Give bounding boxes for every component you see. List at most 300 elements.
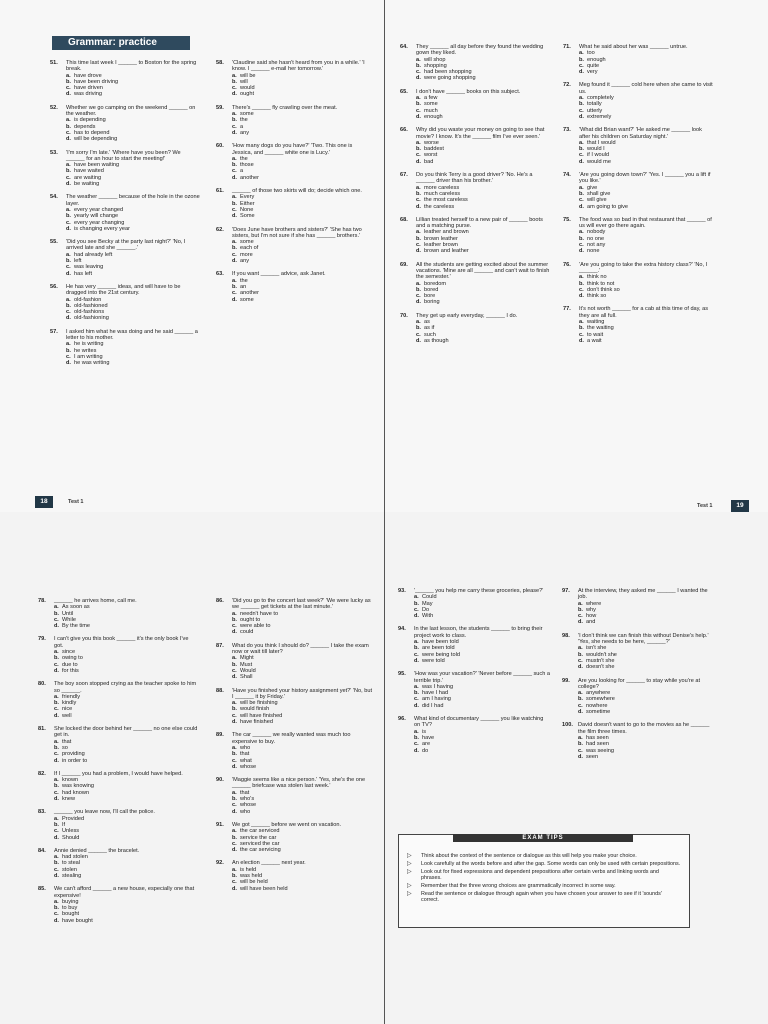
question-stem	[216, 227, 368, 240]
option-letter: d.	[232, 296, 237, 303]
answer-option	[563, 159, 713, 165]
option-text: seen	[586, 753, 599, 760]
question-text: She locked the door behind her ______ no one else could get in.	[54, 726, 198, 739]
option-letter: d.	[54, 872, 59, 879]
question-text: If you want ______ advice, ask Janet.	[232, 271, 326, 278]
option-letter: b.	[232, 796, 237, 803]
question-number: 74.	[563, 172, 571, 179]
option-letter: c.	[232, 290, 237, 297]
page-number-right: 19	[731, 500, 749, 512]
footer-label-left: Test 1	[68, 499, 84, 505]
option-text: was leaving	[74, 264, 104, 271]
question-number: 77.	[563, 306, 571, 313]
answer-option	[38, 758, 198, 764]
question-number: 94.	[398, 626, 406, 633]
option-text: left	[74, 258, 82, 265]
option-letter: d.	[579, 337, 584, 344]
option-text: that	[240, 751, 250, 758]
option-text: will give	[587, 197, 607, 204]
option-text: If	[62, 821, 66, 828]
option-text: have driven	[74, 85, 103, 92]
option-letter: a.	[232, 700, 237, 707]
option-text: that I would	[587, 139, 616, 146]
option-text: is	[422, 728, 427, 735]
answer-option	[216, 809, 372, 815]
option-letter: d.	[579, 293, 584, 300]
option-letter: c.	[578, 702, 583, 709]
option-text: as	[424, 318, 430, 325]
question-number: 89.	[216, 732, 224, 739]
option-letter: b.	[232, 706, 237, 713]
answer-option	[562, 709, 712, 715]
option-text: to buy	[62, 905, 78, 912]
option-letter: c.	[414, 651, 419, 658]
question-number: 59.	[216, 104, 224, 111]
question-number: 58.	[216, 60, 224, 66]
option-text: don't think so	[587, 286, 620, 293]
option-letter: b.	[416, 286, 421, 293]
option-text: has seen	[586, 734, 609, 741]
question-number: 61.	[216, 188, 224, 195]
option-text: more careless	[424, 184, 460, 191]
answer-option	[216, 175, 368, 181]
option-letter: a.	[579, 184, 584, 191]
option-letter: b.	[414, 645, 419, 652]
question-number: 56.	[50, 283, 58, 290]
option-text: the	[240, 277, 248, 284]
question-item	[398, 671, 550, 709]
option-text: are waiting	[74, 174, 102, 181]
option-letter: b.	[232, 162, 237, 169]
option-letter: c.	[66, 264, 71, 271]
option-letter: d.	[416, 299, 421, 306]
question-stem	[216, 60, 368, 73]
option-letter: d.	[66, 270, 71, 277]
option-letter: d.	[579, 113, 584, 120]
question-number: 88.	[216, 687, 224, 694]
question-stem	[563, 217, 713, 230]
option-letter: c.	[579, 242, 584, 249]
option-text: yearly will change	[74, 213, 119, 220]
option-letter: b.	[578, 606, 583, 613]
question-text: If I ______ you had a problem, I would have helped.	[54, 770, 183, 777]
exam-tip-item	[407, 891, 681, 903]
question-text: 'How many dogs do you have?' 'Two. This one is Jessica, and ______ white one is Lucy.'	[232, 143, 353, 156]
question-text: 'Are you going down town?' 'Yes. I ______ you a lift if you like.'	[579, 172, 711, 185]
question-item	[50, 60, 200, 98]
question-text: Meg found it ______ cold here when she came to visit us.	[579, 82, 713, 95]
option-text: not any	[587, 242, 606, 249]
question-text: They ______ all day before they found the wedding gown they liked.	[416, 44, 544, 57]
answer-option	[216, 674, 372, 680]
option-letter: c.	[416, 197, 421, 204]
option-text: mustn't she	[586, 657, 615, 664]
question-stem	[38, 886, 198, 899]
option-text: have bought	[62, 917, 93, 924]
option-text: waiting	[587, 318, 605, 325]
option-text: have been waiting	[74, 162, 120, 169]
option-text: Should	[62, 834, 80, 841]
option-text: have been driving	[74, 78, 119, 85]
option-text: had been shopping	[424, 69, 472, 76]
option-text: nice	[62, 706, 73, 713]
option-letter: b.	[54, 700, 59, 707]
option-text: old-fashions	[74, 309, 105, 316]
option-letter: d.	[579, 248, 584, 255]
option-text: are	[422, 741, 431, 748]
option-text: is depending	[74, 117, 106, 124]
option-text: a wait	[587, 337, 602, 344]
option-text: ought to	[240, 616, 261, 623]
question-text: There's ______ fly crawling over the meat.	[232, 104, 338, 111]
option-letter: d.	[54, 623, 59, 630]
option-letter: d.	[416, 203, 421, 210]
option-text: was seeing	[586, 747, 614, 754]
question-number: 72.	[563, 82, 571, 89]
answer-option	[563, 204, 713, 210]
option-text: will	[240, 78, 248, 85]
question-column	[400, 44, 550, 351]
exam-tip-text: Remember that the three wrong choices are grammatically incorrect in some way.	[421, 883, 616, 889]
option-text: think no	[587, 274, 607, 281]
option-letter: a.	[578, 645, 583, 652]
question-item	[216, 188, 368, 219]
option-letter: a.	[54, 815, 59, 822]
question-item	[216, 643, 372, 681]
option-text: who	[240, 808, 251, 815]
question-number: 97.	[562, 588, 570, 594]
answer-option	[38, 668, 198, 674]
answer-option	[400, 248, 550, 254]
question-text: He has very ______ ideas, and will have to be dragged into the 21st century.	[66, 283, 181, 297]
footer-label-right: Test 1	[697, 503, 713, 509]
option-text: Unless	[62, 828, 80, 835]
option-text: have I had	[422, 690, 449, 697]
option-letter: c.	[578, 657, 583, 664]
option-letter: b.	[232, 283, 237, 290]
answer-option	[216, 297, 368, 303]
question-stem	[216, 777, 372, 790]
question-stem	[216, 598, 372, 611]
answer-option	[50, 226, 200, 232]
option-text: stolen	[62, 866, 77, 873]
option-text: Could	[422, 594, 437, 601]
option-letter: b.	[232, 245, 237, 252]
question-stem	[50, 60, 200, 73]
answer-option	[398, 613, 550, 619]
question-number: 93.	[398, 588, 406, 594]
question-number: 95.	[398, 671, 406, 678]
question-stem	[563, 306, 713, 319]
question-item	[562, 678, 712, 716]
option-letter: a.	[232, 610, 237, 617]
question-text: This time last week I ______ to Boston for the spring break.	[66, 60, 197, 73]
option-text: nobody	[587, 229, 606, 236]
triangle-bullet-icon: ▷	[407, 861, 412, 867]
option-text: have been told	[422, 639, 459, 646]
question-number: 51.	[50, 60, 58, 66]
option-text: needn't have to	[240, 610, 279, 617]
option-letter: b.	[579, 101, 584, 108]
question-text: '______ you help me carry these groceries, please?'	[414, 588, 544, 594]
option-letter: b.	[579, 280, 584, 287]
option-letter: d.	[416, 337, 421, 344]
option-letter: c.	[578, 747, 583, 754]
question-item	[216, 598, 372, 636]
question-number: 75.	[563, 216, 571, 223]
option-letter: c.	[416, 152, 421, 159]
question-item	[50, 150, 200, 188]
question-text: What kind of documentary ______ you like watching on TV?	[414, 716, 544, 729]
option-letter: b.	[232, 751, 237, 758]
option-text: were told	[422, 657, 445, 664]
question-stem	[400, 44, 550, 57]
question-item	[563, 44, 713, 75]
option-letter: a.	[414, 594, 419, 601]
option-letter: c.	[54, 866, 59, 873]
question-number: 98.	[562, 632, 570, 639]
option-letter: a.	[232, 155, 237, 162]
option-letter: d.	[66, 136, 71, 143]
option-text: Some	[240, 213, 255, 220]
option-text: do	[422, 747, 429, 754]
question-number: 84.	[38, 847, 46, 854]
question-item	[563, 217, 713, 255]
question-number: 53.	[50, 149, 58, 156]
option-letter: b.	[416, 325, 421, 332]
option-letter: b.	[232, 834, 237, 841]
option-letter: d.	[416, 113, 421, 120]
question-column	[50, 60, 200, 373]
question-item	[398, 588, 550, 619]
question-item	[562, 722, 712, 760]
question-text: What he said about her was ______ untrue.	[579, 44, 688, 50]
option-text: any	[240, 258, 250, 265]
question-number: 96.	[398, 716, 406, 723]
question-stem	[398, 671, 550, 684]
option-text: baddest	[424, 146, 444, 153]
option-letter: b.	[54, 905, 59, 912]
option-text: will be held	[240, 879, 268, 886]
option-letter: a.	[232, 866, 237, 873]
option-text: As soon as	[62, 604, 90, 611]
question-stem	[50, 329, 200, 342]
option-text: give	[587, 184, 598, 191]
option-letter: c.	[54, 789, 59, 796]
option-letter: c.	[232, 802, 237, 809]
option-letter: c.	[579, 331, 584, 338]
question-stem	[50, 239, 200, 252]
question-item	[216, 227, 368, 265]
option-text: leather and brown	[424, 229, 469, 236]
question-item	[400, 44, 550, 82]
option-text: where	[586, 600, 602, 607]
option-letter: b.	[232, 616, 237, 623]
option-text: why	[586, 606, 596, 613]
option-letter: c.	[416, 69, 421, 76]
option-text: bored	[424, 286, 439, 293]
option-letter: b.	[416, 101, 421, 108]
option-letter: d.	[54, 667, 59, 674]
option-text: the waiting	[587, 325, 614, 332]
option-text: leather brown	[424, 242, 458, 249]
answer-option	[562, 664, 712, 670]
option-text: will be depending	[74, 136, 118, 143]
option-letter: a.	[414, 728, 419, 735]
option-letter: b.	[54, 655, 59, 662]
option-text: was I having	[422, 683, 454, 690]
option-letter: b.	[578, 696, 583, 703]
answer-option	[563, 114, 713, 120]
answer-option	[563, 338, 713, 344]
option-letter: a.	[414, 639, 419, 646]
question-item	[38, 726, 198, 764]
question-item	[38, 681, 198, 719]
question-number: 70.	[400, 312, 408, 319]
option-text: and	[586, 619, 596, 626]
question-text: In the last lesson, the students ______ to bring their project work to class.	[414, 626, 543, 639]
answer-option	[400, 338, 550, 344]
question-item	[50, 194, 200, 232]
option-letter: d.	[416, 75, 421, 82]
option-letter: b.	[66, 302, 71, 309]
option-letter: c.	[416, 293, 421, 300]
option-text: some	[240, 296, 254, 303]
option-letter: a.	[416, 95, 421, 102]
option-letter: d.	[578, 619, 583, 626]
option-letter: d.	[579, 203, 584, 210]
option-letter: a.	[66, 296, 71, 303]
option-text: isn't she	[586, 645, 607, 652]
question-number: 66.	[400, 127, 408, 134]
question-stem	[398, 626, 550, 639]
question-stem	[563, 82, 713, 95]
option-letter: c.	[414, 696, 419, 703]
option-letter: b.	[232, 78, 237, 85]
option-letter: c.	[232, 123, 237, 130]
option-text: due to	[62, 661, 78, 668]
option-letter: a.	[232, 239, 237, 246]
answer-option	[562, 619, 712, 625]
answer-option	[563, 69, 713, 75]
option-letter: d.	[232, 885, 237, 892]
option-text: he is writing	[74, 341, 104, 348]
option-text: shall give	[587, 190, 611, 197]
question-stem	[400, 262, 550, 281]
answer-option	[400, 75, 550, 81]
question-item	[400, 89, 550, 120]
option-letter: d.	[414, 613, 419, 620]
option-letter: c.	[54, 828, 59, 835]
option-text: enough	[587, 56, 606, 63]
option-text: will have finished	[240, 712, 283, 719]
option-letter: c.	[416, 242, 421, 249]
option-text: doesn't she	[586, 664, 615, 671]
option-letter: b.	[416, 235, 421, 242]
option-letter: d.	[232, 763, 237, 770]
option-text: were going shopping	[424, 75, 476, 82]
answer-option	[398, 658, 550, 664]
option-text: I am writing	[74, 353, 103, 360]
exam-tip-text: Look out for fixed expressions and dependent prepositions after certain verbs and linking words and phrases.	[421, 869, 659, 881]
question-text: 'How was your vacation?' 'Never before ______ such a terrible trip.'	[414, 671, 550, 684]
option-letter: b.	[416, 62, 421, 69]
option-text: By the time	[62, 623, 90, 630]
option-text: None	[240, 206, 254, 213]
question-text: 'What did Brian want?' 'He asked me ______ look after his children on Saturday night.'	[579, 127, 702, 140]
answer-option	[38, 918, 198, 924]
exam-tip-text: Think about the context of the sentence or dialogue as this will help you make your choice.	[421, 853, 637, 859]
option-letter: a.	[232, 277, 237, 284]
option-text: Do	[422, 606, 430, 613]
triangle-bullet-icon: ▷	[407, 853, 412, 859]
answer-option	[216, 629, 372, 635]
question-stem	[562, 633, 712, 646]
option-letter: b.	[578, 741, 583, 748]
option-text: how	[586, 613, 597, 620]
option-letter: d.	[54, 796, 59, 803]
question-stem	[50, 284, 200, 297]
option-letter: a.	[54, 649, 59, 656]
question-item	[563, 306, 713, 344]
question-text: Do you think Terry is a good driver? 'No. He's a ______ driver than his brother.'	[416, 172, 533, 185]
option-text: Might	[240, 655, 254, 662]
option-text: more	[240, 251, 253, 258]
question-item	[398, 626, 550, 664]
option-text: some	[424, 101, 438, 108]
option-letter: d.	[414, 747, 419, 754]
question-number: 52.	[50, 104, 58, 111]
question-number: 80.	[38, 681, 46, 688]
option-text: too	[587, 50, 595, 57]
answer-option	[50, 360, 200, 366]
section-banner: Grammar: practice	[52, 36, 190, 50]
question-number: 78.	[38, 598, 46, 604]
option-text: a few	[424, 95, 438, 102]
question-number: 90.	[216, 777, 224, 784]
option-letter: a.	[232, 744, 237, 751]
option-text: as though	[424, 337, 449, 344]
question-item	[400, 313, 550, 344]
question-text: 'Claudine said she hasn't heard from you in a while.' 'I know. I ______ e-mail her tomorrow.'	[232, 60, 365, 73]
option-letter: d.	[232, 629, 237, 636]
option-text: quite	[587, 62, 600, 69]
option-text: the careless	[424, 203, 455, 210]
exam-tip-item	[407, 861, 681, 867]
option-text: extremely	[587, 113, 612, 120]
option-text: am I having	[422, 696, 451, 703]
option-text: well	[62, 712, 72, 719]
option-text: With	[422, 613, 434, 620]
option-letter: d.	[66, 360, 71, 367]
question-text: ______ you leave now, I'll call the police.	[54, 809, 155, 816]
option-letter: c.	[579, 62, 584, 69]
exam-tips-title: EXAM TIPS	[453, 834, 633, 842]
option-text: worse	[424, 139, 439, 146]
option-text: Would	[240, 667, 256, 674]
option-letter: d.	[416, 248, 421, 255]
option-letter: b.	[66, 213, 71, 220]
question-item	[563, 172, 713, 210]
option-letter: b.	[232, 661, 237, 668]
question-stem	[216, 732, 372, 745]
option-text: have finished	[240, 719, 273, 726]
question-item	[216, 732, 372, 770]
option-text: kindly	[62, 700, 77, 707]
option-letter: b.	[66, 78, 71, 85]
option-text: bore	[424, 293, 436, 300]
question-number: 67.	[400, 172, 408, 179]
